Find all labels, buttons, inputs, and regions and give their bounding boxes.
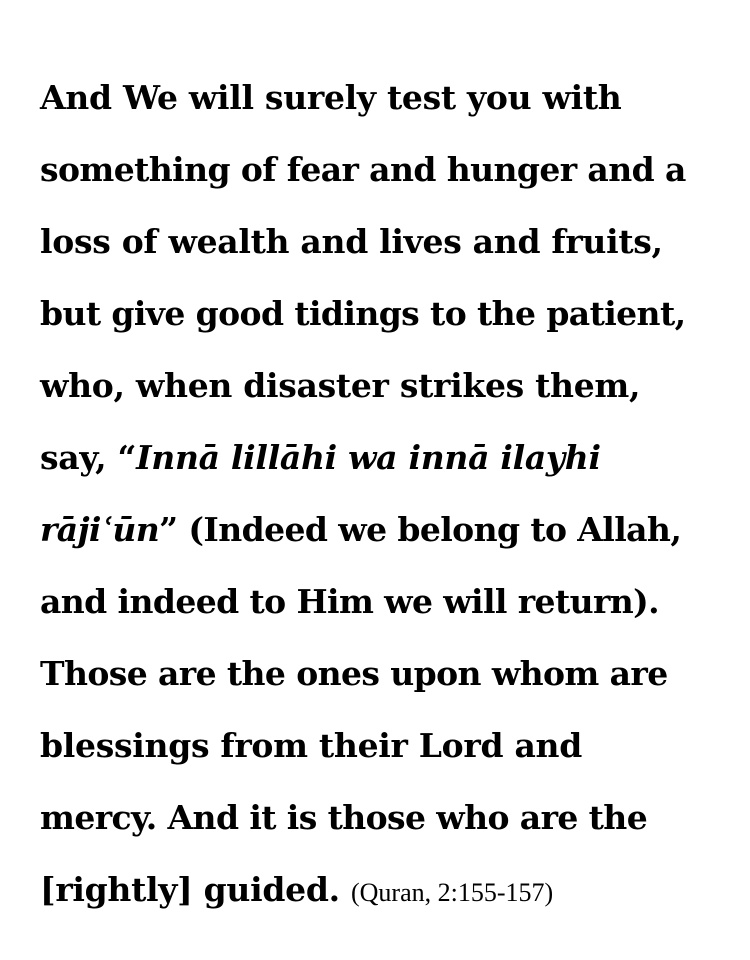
verse-line-12 [40, 854, 730, 926]
quote-block [40, 62, 730, 926]
transliteration-part-2: rājiʿūn [40, 510, 160, 549]
verse-line-12-text: [rightly] guided. [40, 870, 351, 909]
verse-line-2: something of fear and hunger and a [40, 150, 686, 189]
verse-line-4: but give good tidings to the patient, [40, 294, 686, 333]
verse-line-8: and indeed to Him we will return). [40, 582, 660, 621]
transliteration-part-1: Innā lillāhi wa innā ilayhi [136, 438, 601, 477]
verse-line-6-prefix: say, “ [40, 438, 137, 477]
verse-line-10: blessings from their Lord and [40, 726, 582, 765]
verse-line-3: loss of wealth and lives and fruits, [40, 222, 663, 261]
verse-line-5: who, when disaster strikes them, [40, 366, 641, 405]
verse-line-7-suffix: ” (Indeed we belong to Allah, [159, 510, 682, 549]
verse-line-7 [40, 494, 730, 566]
citation: (Quran, 2:155-157) [351, 878, 554, 907]
verse-line-1: And We will surely test you with [40, 78, 622, 117]
verse-line-9: Those are the ones upon whom are [40, 654, 668, 693]
verse-line-6 [40, 422, 730, 494]
verse-line-11: mercy. And it is those who are the [40, 798, 648, 837]
